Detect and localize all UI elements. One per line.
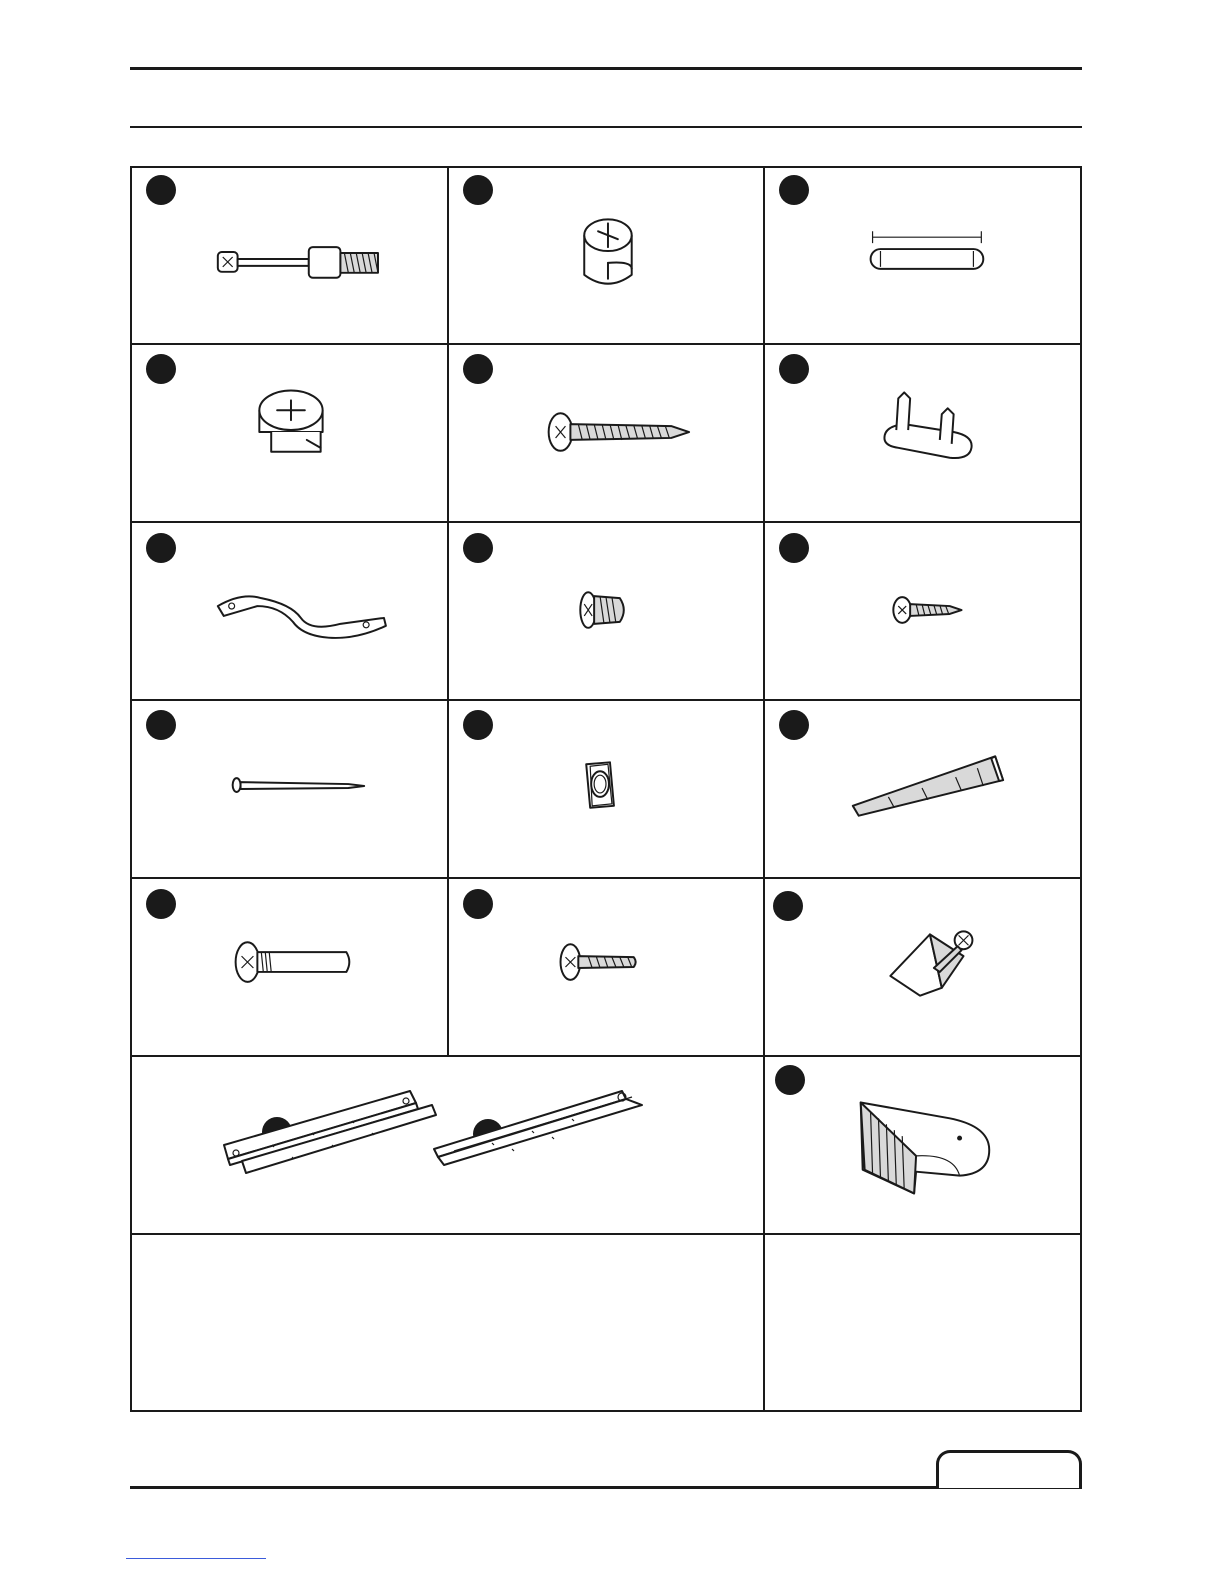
wooden-dowel-icon: [765, 168, 1080, 343]
shim-wedge-icon: [765, 701, 1080, 877]
s-shaped-bracket-icon: [132, 523, 447, 699]
shelf-support-clip-icon: [765, 345, 1080, 521]
drawer-slides-cell: [130, 1055, 765, 1235]
hardware-parts-grid: [130, 166, 1082, 1412]
part-cell-4: [130, 343, 449, 523]
part-cell-2: [447, 166, 765, 345]
finishing-nail-icon: [132, 701, 447, 877]
part-cell-10: [130, 699, 449, 879]
part-cell-15: [763, 877, 1082, 1057]
cam-lock-nut-icon: [449, 168, 763, 343]
part-cell-13: [130, 877, 449, 1057]
euro-screw-icon: [449, 523, 763, 699]
footnote-link-underline: [126, 1558, 266, 1559]
part-cell-18: [763, 1055, 1082, 1235]
part-cell-12: [763, 699, 1082, 879]
part-cell-9: [763, 521, 1082, 701]
part-cell-1: [130, 166, 449, 345]
short-wood-screw-icon: [765, 523, 1080, 699]
cam-bolt-icon: [132, 168, 447, 343]
machine-screw-icon: [449, 879, 763, 1055]
part-cell-11: [447, 699, 765, 879]
page-number-tab: [936, 1450, 1082, 1488]
square-washer-icon: [449, 701, 763, 877]
notes-area-right: [763, 1233, 1082, 1412]
header-rule-top: [130, 67, 1082, 70]
header-rule-bottom: [130, 126, 1082, 128]
connector-bolt-icon: [132, 879, 447, 1055]
part-cell-3: [763, 166, 1082, 345]
part-cell-14: [447, 877, 765, 1057]
part-cell-6: [763, 343, 1082, 523]
cam-lock-icon: [132, 345, 447, 521]
drawer-slide-drawer-member-icon: [132, 1057, 765, 1235]
part-cell-7: [130, 521, 449, 701]
long-wood-screw-icon: [449, 345, 763, 521]
part-cell-8: [447, 521, 765, 701]
part-cell-5: [447, 343, 765, 523]
header-title: [130, 78, 1082, 118]
corner-block-icon: [765, 879, 1080, 1055]
door-stopper-icon: [765, 1057, 1080, 1233]
notes-area: [130, 1233, 765, 1412]
